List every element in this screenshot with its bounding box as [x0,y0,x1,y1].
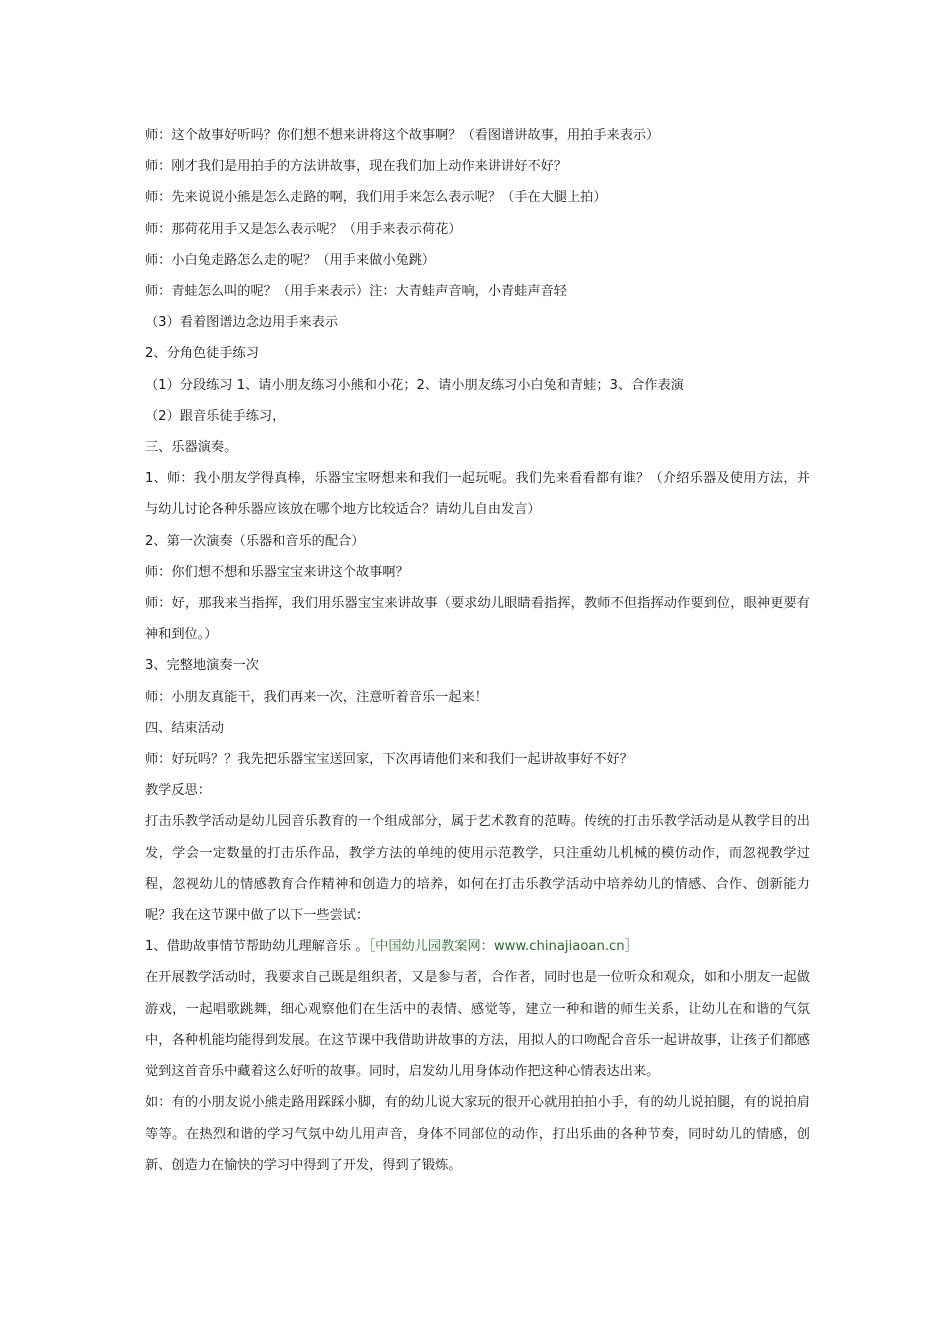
section-heading: 3、完整地演奏一次 [145,658,259,674]
paragraph: （1）分段练习 1、请小朋友练习小熊和小花；2、请小朋友练习小白兔和青蛙；3、合作表演 [145,377,684,393]
paragraph: 师：小朋友真能干，我们再来一次，注意听着音乐一起来！ [145,689,488,705]
paragraph: 师：青蛙怎么叫的呢？（用手来表示）注：大青蛙声音响，小青蛙声音轻 [145,284,567,300]
paragraph: 师：好玩吗？？我先把乐器宝宝送回家，下次再请他们来和我们一起讲故事好不好？ [145,752,633,768]
source-link[interactable]: ［中国幼儿园教案网：www.chinajiaoan.cn］ [368,939,638,955]
paragraph: 1、师：我小朋友学得真棒，乐器宝宝呀想来和我们一起玩呢。我们先来看看都有谁？（介绍乐器及使用方法，并与幼儿讨论各种乐器应该放在哪个地方比较适合？请幼儿自由发言） [145,471,810,518]
paragraph: 师：先来说说小熊是怎么走路的啊，我们用手来怎么表示呢？（手在大腿上拍） [145,190,607,206]
paragraph: 打击乐教学活动是幼儿园音乐教育的一个组成部分，属于艺术教育的范畴。传统的打击乐教学活动是从教学目的出发，学会一定数量的打击乐作品，教学方法的单纯的使用示范教学，只注重幼儿机械的模仿动作，而忽视教学过程，忽视幼儿的情感教育合作精神和创造力的培养，如何在打击乐教学活动中培养幼儿的情感、合作、创新能力呢？我在这节课中做了以下一些尝试： [145,814,810,924]
paragraph: 师：那荷花用手又是怎么表示呢？（用手来表示荷花） [145,221,462,237]
section-heading: 2、分角色徒手练习 [145,346,259,362]
heading-text: 1、借助故事情节帮助幼儿理解音乐 。 [145,939,369,955]
document-body [145,120,810,1181]
section-heading: 教学反思： [145,783,211,799]
paragraph: 师：好，那我来当指挥，我们用乐器宝宝来讲故事（要求幼儿眼睛看指挥，教师不但指挥动作要到位，眼神更要有神和到位。） [145,596,810,643]
paragraph: （3）看着图谱边念边用手来表示 [145,315,339,331]
heading-with-link [145,931,810,962]
paragraph: 在开展教学活动时，我要求自己既是组织者，又是参与者，合作者，同时也是一位听众和观众，如和小朋友一起做游戏，一起唱歌跳舞，细心观察他们在生活中的表情、感觉等，建立一种和谐的师生关系，让幼儿在和谐的气氛中，各种机能均能得到发展。在这节课中我借助讲故事的方法，用拟人的口吻配合音乐一起讲故事，让孩子们都感觉到这首音乐中藏着这么好听的故事。同时，启发幼儿用身体动作把这种心情表达出来。 [145,970,810,1080]
paragraph: 如：有的小朋友说小熊走路用踩踩小脚，有的幼儿说大家玩的很开心就用拍拍小手，有的幼儿说拍腿，有的说拍肩等等。在热烈和谐的学习气氛中幼儿用声音，身体不同部位的动作，打出乐曲的各种节奏，同时幼儿的情感，创新、创造力在愉快的学习中得到了开发，得到了锻炼。 [145,1095,810,1173]
section-heading: 2、第一次演奏（乐器和音乐的配合） [145,533,365,549]
paragraph: （2）跟音乐徒手练习， [145,408,286,424]
paragraph: 师：这个故事好听吗？你们想不想来讲将这个故事啊？（看图谱讲故事，用拍手来表示） [145,128,660,143]
section-heading: 四、结束活动 [145,720,225,736]
section-heading: 三、乐器演奏。 [145,440,238,456]
paragraph: 师：小白兔走路怎么走的呢？（用手来做小兔跳） [145,252,436,268]
paragraph: 师：刚才我们是用拍手的方法讲故事，现在我们加上动作来讲讲好不好？ [145,159,567,175]
paragraph: 师：你们想不想和乐器宝宝来讲这个故事啊？ [145,564,409,580]
